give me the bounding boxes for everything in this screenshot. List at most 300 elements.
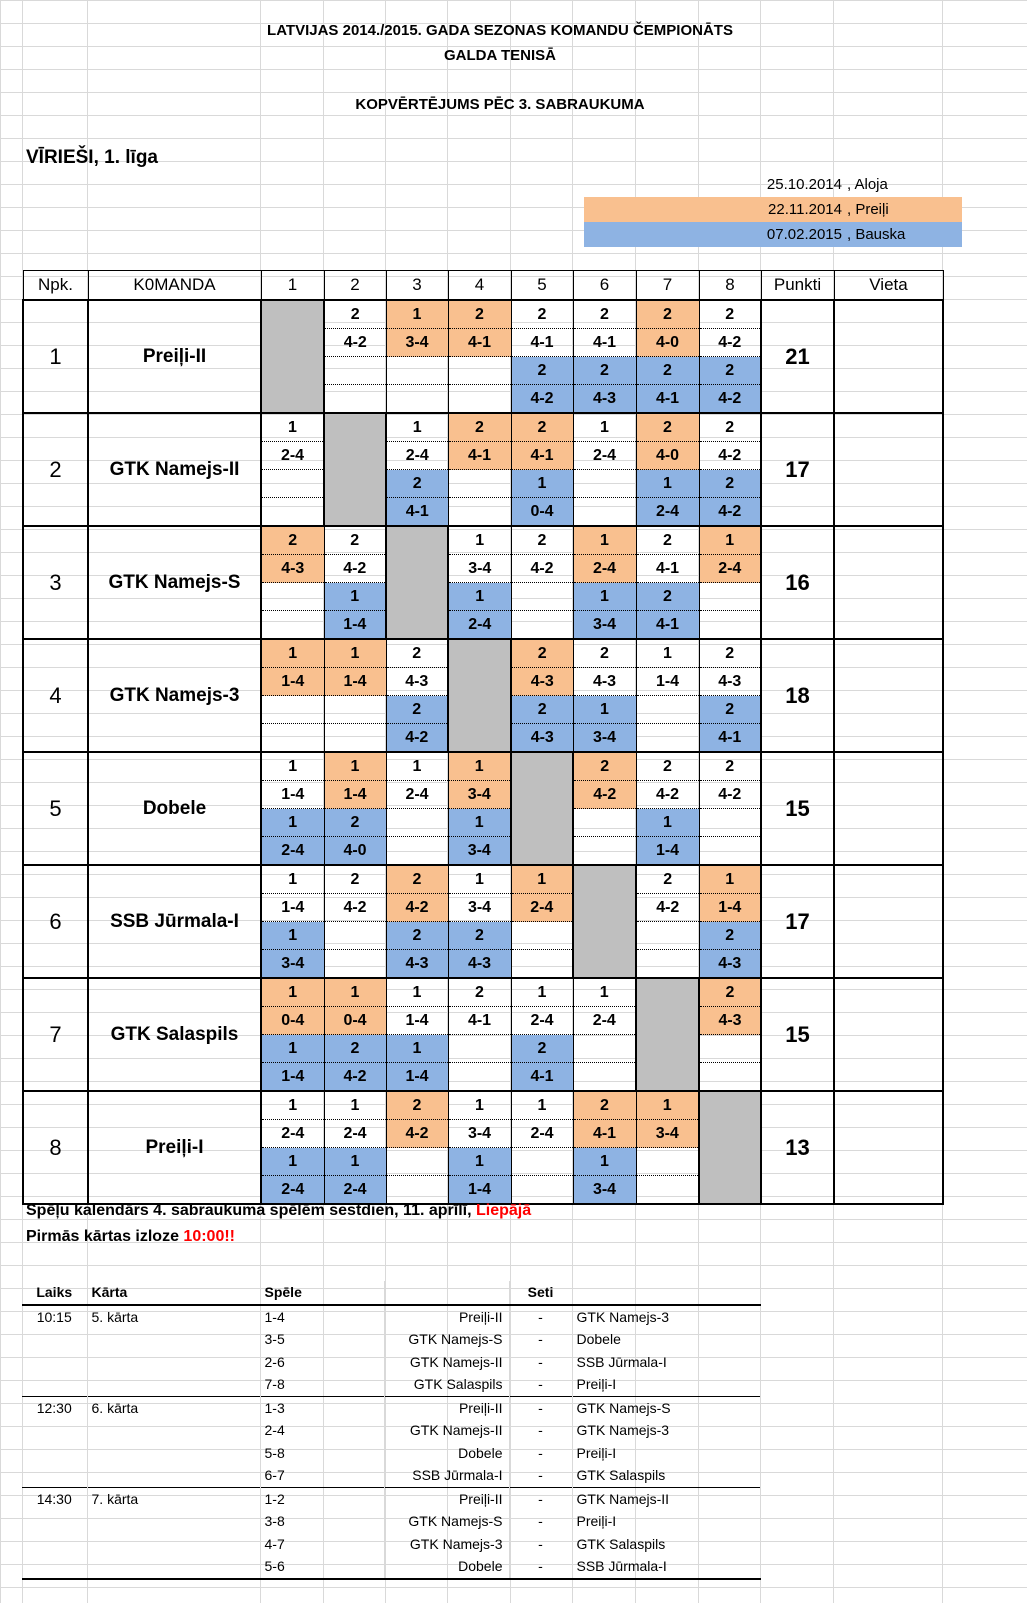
- team-points: 15: [761, 752, 834, 865]
- result-cell: 1: [386, 752, 448, 781]
- team-name: Preiļi-II: [88, 300, 261, 413]
- result-cell: 2: [511, 1035, 573, 1063]
- schedule-header-blank-2: [572, 1281, 760, 1305]
- result-cell: 2-4: [261, 442, 324, 470]
- result-cell: [573, 809, 636, 837]
- result-cell: 1: [261, 1148, 324, 1176]
- schedule-table: [22, 1281, 761, 1580]
- team-name: GTK Salaspils: [88, 978, 261, 1091]
- result-cell: 1: [448, 865, 511, 894]
- result-cell: 1: [511, 1091, 573, 1120]
- result-cell: 0-4: [511, 498, 573, 527]
- result-cell: [324, 724, 386, 753]
- result-cell: 1: [573, 583, 636, 611]
- self-match-cell: [573, 865, 636, 978]
- result-cell: 2-4: [636, 498, 699, 527]
- result-cell: 0-4: [324, 1007, 386, 1035]
- team-name: GTK Namejs-S: [88, 526, 261, 639]
- result-cell: 4-2: [699, 498, 761, 527]
- result-cell: 2: [386, 696, 448, 724]
- schedule-dash: -: [509, 1351, 572, 1374]
- result-cell: [386, 1148, 448, 1176]
- result-cell: 4-3: [699, 1007, 761, 1035]
- result-cell: 2: [573, 639, 636, 668]
- result-cell: [636, 922, 699, 950]
- team-number: 1: [23, 300, 88, 413]
- team-number: 8: [23, 1091, 88, 1204]
- result-cell: 2: [636, 865, 699, 894]
- draw-text: Pirmās kārtas izloze: [26, 1228, 184, 1245]
- result-cell: [511, 611, 573, 640]
- result-cell: 4-1: [511, 329, 573, 357]
- result-cell: 2: [511, 526, 573, 555]
- result-cell: 4-2: [699, 385, 761, 414]
- result-cell: 2: [573, 357, 636, 385]
- result-cell: 4-1: [448, 1007, 511, 1035]
- result-cell: 1: [324, 978, 386, 1007]
- schedule-dash: -: [509, 1555, 572, 1579]
- schedule-home-team: SSB Jūrmala-I: [384, 1464, 509, 1487]
- self-match-cell: [324, 413, 386, 526]
- result-cell: 1: [261, 809, 324, 837]
- result-cell: 3-4: [386, 329, 448, 357]
- result-cell: 1: [261, 639, 324, 668]
- schedule-dash: -: [509, 1510, 572, 1533]
- result-cell: 2: [573, 1091, 636, 1120]
- result-cell: [261, 696, 324, 724]
- result-cell: [448, 385, 511, 414]
- result-cell: 2-4: [324, 1176, 386, 1205]
- result-cell: 2: [699, 300, 761, 329]
- result-cell: [261, 583, 324, 611]
- schedule-away-team: GTK Salaspils: [572, 1533, 760, 1556]
- schedule-away-team: GTK Namejs-3: [572, 1419, 760, 1442]
- schedule-row: [22, 1305, 760, 1329]
- result-cell: [511, 922, 573, 950]
- result-cell: 1: [573, 978, 636, 1007]
- schedule-away-team: Dobele: [572, 1328, 760, 1351]
- result-cell: 1-4: [261, 894, 324, 922]
- result-cell: [699, 1063, 761, 1092]
- schedule-away-team: Preiļi-I: [572, 1442, 760, 1465]
- date-row: [584, 197, 962, 222]
- table-header-row: [23, 271, 943, 301]
- date-place: , Bauska: [847, 226, 906, 243]
- schedule-home-team: Dobele: [384, 1555, 509, 1579]
- schedule-round: 6. kārta: [87, 1396, 260, 1419]
- team-number: 7: [23, 978, 88, 1091]
- result-cell: 1-4: [261, 668, 324, 696]
- calendar-text: Spēļu kalendārs 4. sabraukuma spēlēm sestdien, 11. aprīlī,: [26, 1202, 476, 1219]
- calendar-city: Liepājā: [475, 1202, 532, 1219]
- team-place: [834, 752, 943, 865]
- team-place: [834, 413, 943, 526]
- result-cell: 2: [699, 752, 761, 781]
- team-place: [834, 865, 943, 978]
- result-cell: 4-2: [324, 555, 386, 583]
- result-cell: 4-3: [699, 668, 761, 696]
- schedule-away-team: SSB Jūrmala-I: [572, 1351, 760, 1374]
- result-cell: 2: [386, 470, 448, 498]
- result-cell: 2: [386, 1091, 448, 1120]
- result-cell: 4-1: [511, 442, 573, 470]
- schedule-row: [22, 1510, 760, 1533]
- team-points: 18: [761, 639, 834, 752]
- result-cell: [511, 583, 573, 611]
- result-cell: 2-4: [386, 442, 448, 470]
- schedule-empty: [22, 1464, 87, 1487]
- result-cell: 1: [261, 1091, 324, 1120]
- result-cell: 2: [511, 696, 573, 724]
- result-cell: 1: [324, 583, 386, 611]
- result-cell: [573, 498, 636, 527]
- header-col-3: 3: [386, 271, 448, 301]
- result-cell: 2: [636, 526, 699, 555]
- schedule-time: 14:30: [22, 1487, 87, 1510]
- result-cell: [699, 1035, 761, 1063]
- schedule-game: 6-7: [260, 1464, 384, 1487]
- schedule-empty: [87, 1533, 260, 1556]
- schedule-time: 12:30: [22, 1396, 87, 1419]
- schedule-game: 3-5: [260, 1328, 384, 1351]
- result-cell: [636, 1176, 699, 1205]
- result-cell: [261, 498, 324, 527]
- result-cell: 1: [573, 1148, 636, 1176]
- result-cell: 2: [636, 752, 699, 781]
- schedule-home-team: GTK Namejs-II: [384, 1419, 509, 1442]
- result-cell: 1: [386, 1035, 448, 1063]
- schedule-game: 2-6: [260, 1351, 384, 1374]
- result-cell: 2: [511, 639, 573, 668]
- schedule-row: [22, 1396, 760, 1419]
- team-number: 3: [23, 526, 88, 639]
- result-cell: 2-4: [511, 894, 573, 922]
- schedule-empty: [22, 1351, 87, 1374]
- title-line-2: GALDA TENISĀ: [444, 47, 556, 64]
- schedule-game: 4-7: [260, 1533, 384, 1556]
- team-subrow: [23, 865, 943, 894]
- schedule-home-team: GTK Namejs-II: [384, 1351, 509, 1374]
- team-name: SSB Jūrmala-I: [88, 865, 261, 978]
- header-col-8: 8: [699, 271, 761, 301]
- result-cell: 1: [448, 583, 511, 611]
- result-cell: 2-4: [448, 611, 511, 640]
- result-cell: 4-2: [324, 329, 386, 357]
- schedule-away-team: Preiļi-I: [572, 1373, 760, 1396]
- result-cell: 2: [573, 752, 636, 781]
- result-cell: 1-4: [324, 781, 386, 809]
- result-cell: 4-3: [573, 668, 636, 696]
- result-cell: 4-1: [573, 329, 636, 357]
- result-cell: 1: [386, 300, 448, 329]
- result-cell: 1-4: [636, 837, 699, 866]
- result-cell: 4-2: [699, 329, 761, 357]
- date-row: [584, 222, 962, 247]
- result-cell: 2: [448, 978, 511, 1007]
- header-col-5: 5: [511, 271, 573, 301]
- draw-time: 10:00!!: [183, 1228, 235, 1245]
- schedule-home-team: GTK Namejs-S: [384, 1510, 509, 1533]
- schedule-header-game: Spēle: [260, 1281, 384, 1305]
- result-cell: 4-3: [386, 950, 448, 979]
- result-cell: 2: [324, 300, 386, 329]
- result-cell: 2-4: [261, 837, 324, 866]
- result-cell: 1: [699, 526, 761, 555]
- schedule-game: 3-8: [260, 1510, 384, 1533]
- result-cell: 3-4: [448, 1120, 511, 1148]
- result-cell: [573, 470, 636, 498]
- schedule-game: 2-4: [260, 1419, 384, 1442]
- schedule-header-time: Laiks: [22, 1281, 87, 1305]
- schedule-row: [22, 1351, 760, 1374]
- team-place: [834, 639, 943, 752]
- result-cell: 1: [261, 978, 324, 1007]
- schedule-game: 5-6: [260, 1555, 384, 1579]
- result-cell: 1: [699, 865, 761, 894]
- result-cell: 4-2: [386, 894, 448, 922]
- result-cell: 1: [636, 809, 699, 837]
- result-cell: 3-4: [636, 1120, 699, 1148]
- schedule-home-team: Dobele: [384, 1442, 509, 1465]
- result-cell: 4-3: [386, 668, 448, 696]
- team-points: 16: [761, 526, 834, 639]
- result-cell: [324, 385, 386, 414]
- result-cell: [261, 470, 324, 498]
- schedule-game: 7-8: [260, 1373, 384, 1396]
- schedule-row: [22, 1373, 760, 1396]
- result-cell: [636, 724, 699, 753]
- result-cell: [636, 696, 699, 724]
- result-cell: 4-2: [324, 1063, 386, 1092]
- schedule-round: 7. kārta: [87, 1487, 260, 1510]
- result-cell: 3-4: [573, 611, 636, 640]
- team-place: [834, 526, 943, 639]
- result-cell: 4-1: [448, 442, 511, 470]
- self-match-cell: [261, 300, 324, 413]
- standings-table: [22, 270, 944, 1205]
- result-cell: 1: [324, 639, 386, 668]
- team-subrow: [23, 639, 943, 668]
- self-match-cell: [386, 526, 448, 639]
- team-name: Preiļi-I: [88, 1091, 261, 1204]
- result-cell: [324, 357, 386, 385]
- result-cell: 1-4: [261, 1063, 324, 1092]
- result-cell: 1-4: [636, 668, 699, 696]
- result-cell: 1: [386, 978, 448, 1007]
- title-line-1: LATVIJAS 2014./2015. GADA SEZONAS KOMANDU ČEMPIONĀTS: [267, 22, 733, 39]
- result-cell: 2: [511, 357, 573, 385]
- result-cell: 1: [573, 526, 636, 555]
- team-subrow: [23, 1091, 943, 1120]
- result-cell: 2: [324, 809, 386, 837]
- team-points: 13: [761, 1091, 834, 1204]
- date-text: 22.11.2014: [768, 201, 842, 218]
- result-cell: 1: [324, 1148, 386, 1176]
- result-cell: 1: [636, 470, 699, 498]
- result-cell: 2: [324, 1035, 386, 1063]
- schedule-home-team: GTK Namejs-S: [384, 1328, 509, 1351]
- team-name: Dobele: [88, 752, 261, 865]
- result-cell: 3-4: [448, 894, 511, 922]
- result-cell: 2-4: [261, 1120, 324, 1148]
- schedule-row: [22, 1419, 760, 1442]
- date-text: 07.02.2015: [766, 226, 842, 243]
- schedule-empty: [87, 1419, 260, 1442]
- result-cell: [324, 950, 386, 979]
- team-name: GTK Namejs-3: [88, 639, 261, 752]
- calendar-line: [26, 1202, 531, 1220]
- result-cell: [261, 724, 324, 753]
- schedule-home-team: GTK Namejs-3: [384, 1533, 509, 1556]
- date-place: , Aloja: [847, 176, 888, 193]
- result-cell: 1: [261, 413, 324, 442]
- result-cell: [636, 1148, 699, 1176]
- result-cell: 2-4: [573, 555, 636, 583]
- team-points: 15: [761, 978, 834, 1091]
- result-cell: 4-2: [511, 555, 573, 583]
- result-cell: 4-2: [699, 442, 761, 470]
- result-cell: 2: [636, 300, 699, 329]
- schedule-row: [22, 1533, 760, 1556]
- schedule-empty: [22, 1328, 87, 1351]
- result-cell: 4-2: [636, 781, 699, 809]
- result-cell: 1: [448, 809, 511, 837]
- result-cell: 2: [636, 583, 699, 611]
- dates-block: [584, 172, 962, 247]
- schedule-empty: [87, 1328, 260, 1351]
- result-cell: [386, 1176, 448, 1205]
- result-cell: 1: [324, 1091, 386, 1120]
- team-place: [834, 978, 943, 1091]
- result-cell: 4-3: [511, 724, 573, 753]
- result-cell: [324, 922, 386, 950]
- schedule-header-row: [22, 1281, 760, 1305]
- schedule-empty: [87, 1351, 260, 1374]
- schedule-row: [22, 1464, 760, 1487]
- result-cell: 1: [448, 752, 511, 781]
- result-cell: [448, 357, 511, 385]
- schedule-empty: [87, 1555, 260, 1579]
- result-cell: 2-4: [511, 1120, 573, 1148]
- title-line-3: KOPVĒRTĒJUMS PĒC 3. SABRAUKUMA: [355, 96, 645, 113]
- result-cell: 4-3: [699, 950, 761, 979]
- result-cell: 2: [448, 300, 511, 329]
- result-cell: 4-3: [573, 385, 636, 414]
- result-cell: 2-4: [573, 1007, 636, 1035]
- result-cell: [448, 498, 511, 527]
- schedule-empty: [87, 1510, 260, 1533]
- schedule-empty: [22, 1373, 87, 1396]
- result-cell: 2: [511, 300, 573, 329]
- schedule-away-team: SSB Jūrmala-I: [572, 1555, 760, 1579]
- result-cell: 2-4: [324, 1120, 386, 1148]
- schedule-dash: -: [509, 1487, 572, 1510]
- result-cell: 4-2: [386, 1120, 448, 1148]
- result-cell: 1-4: [324, 668, 386, 696]
- schedule-empty: [22, 1419, 87, 1442]
- team-subrow: [23, 413, 943, 442]
- schedule-dash: -: [509, 1396, 572, 1419]
- schedule-row: [22, 1328, 760, 1351]
- result-cell: [448, 1035, 511, 1063]
- header-npk: Npk.: [23, 271, 88, 301]
- result-cell: 1: [261, 752, 324, 781]
- result-cell: 2-4: [261, 1176, 324, 1205]
- result-cell: 2: [448, 922, 511, 950]
- team-subrow: [23, 300, 943, 329]
- team-place: [834, 1091, 943, 1204]
- team-points: 17: [761, 413, 834, 526]
- team-name: GTK Namejs-II: [88, 413, 261, 526]
- result-cell: 1: [448, 1091, 511, 1120]
- schedule-empty: [87, 1442, 260, 1465]
- header-col-7: 7: [636, 271, 699, 301]
- result-cell: [699, 837, 761, 866]
- result-cell: 2: [699, 470, 761, 498]
- result-cell: 4-2: [699, 781, 761, 809]
- schedule-home-team: Preiļi-II: [384, 1305, 509, 1329]
- date-text: 25.10.2014: [766, 176, 842, 193]
- schedule-game: 1-4: [260, 1305, 384, 1329]
- result-cell: 3-4: [448, 781, 511, 809]
- schedule-dash: -: [509, 1419, 572, 1442]
- date-row: [584, 172, 962, 197]
- team-number: 6: [23, 865, 88, 978]
- result-cell: 3-4: [448, 837, 511, 866]
- result-cell: 1: [573, 696, 636, 724]
- result-cell: 2: [324, 865, 386, 894]
- result-cell: [448, 1063, 511, 1092]
- result-cell: 2: [324, 526, 386, 555]
- team-subrow: [23, 978, 943, 1007]
- result-cell: 2-4: [699, 555, 761, 583]
- result-cell: [448, 470, 511, 498]
- team-number: 5: [23, 752, 88, 865]
- team-points: 17: [761, 865, 834, 978]
- result-cell: 2: [261, 526, 324, 555]
- result-cell: 4-2: [386, 724, 448, 753]
- schedule-game: 1-3: [260, 1396, 384, 1419]
- result-cell: 1: [573, 413, 636, 442]
- result-cell: 1: [448, 526, 511, 555]
- result-cell: 4-1: [511, 1063, 573, 1092]
- result-cell: 2: [573, 300, 636, 329]
- result-cell: 2-4: [573, 442, 636, 470]
- result-cell: [511, 1148, 573, 1176]
- schedule-row: [22, 1487, 760, 1510]
- result-cell: 4-2: [511, 385, 573, 414]
- schedule-away-team: GTK Salaspils: [572, 1464, 760, 1487]
- result-cell: 4-0: [636, 329, 699, 357]
- schedule-empty: [22, 1555, 87, 1579]
- schedule-dash: -: [509, 1533, 572, 1556]
- schedule-home-team: GTK Salaspils: [384, 1373, 509, 1396]
- result-cell: 2: [386, 865, 448, 894]
- result-cell: 4-1: [699, 724, 761, 753]
- header-place: Vieta: [834, 271, 943, 301]
- date-place: , Preiļi: [847, 201, 889, 218]
- header-team: K0MANDA: [88, 271, 261, 301]
- result-cell: 2: [699, 922, 761, 950]
- draw-line: [26, 1228, 235, 1246]
- result-cell: 3-4: [261, 950, 324, 979]
- schedule-empty: [22, 1510, 87, 1533]
- result-cell: 4-1: [636, 555, 699, 583]
- result-cell: 2: [636, 413, 699, 442]
- result-cell: 4-2: [636, 894, 699, 922]
- result-cell: [386, 809, 448, 837]
- result-cell: 1: [386, 413, 448, 442]
